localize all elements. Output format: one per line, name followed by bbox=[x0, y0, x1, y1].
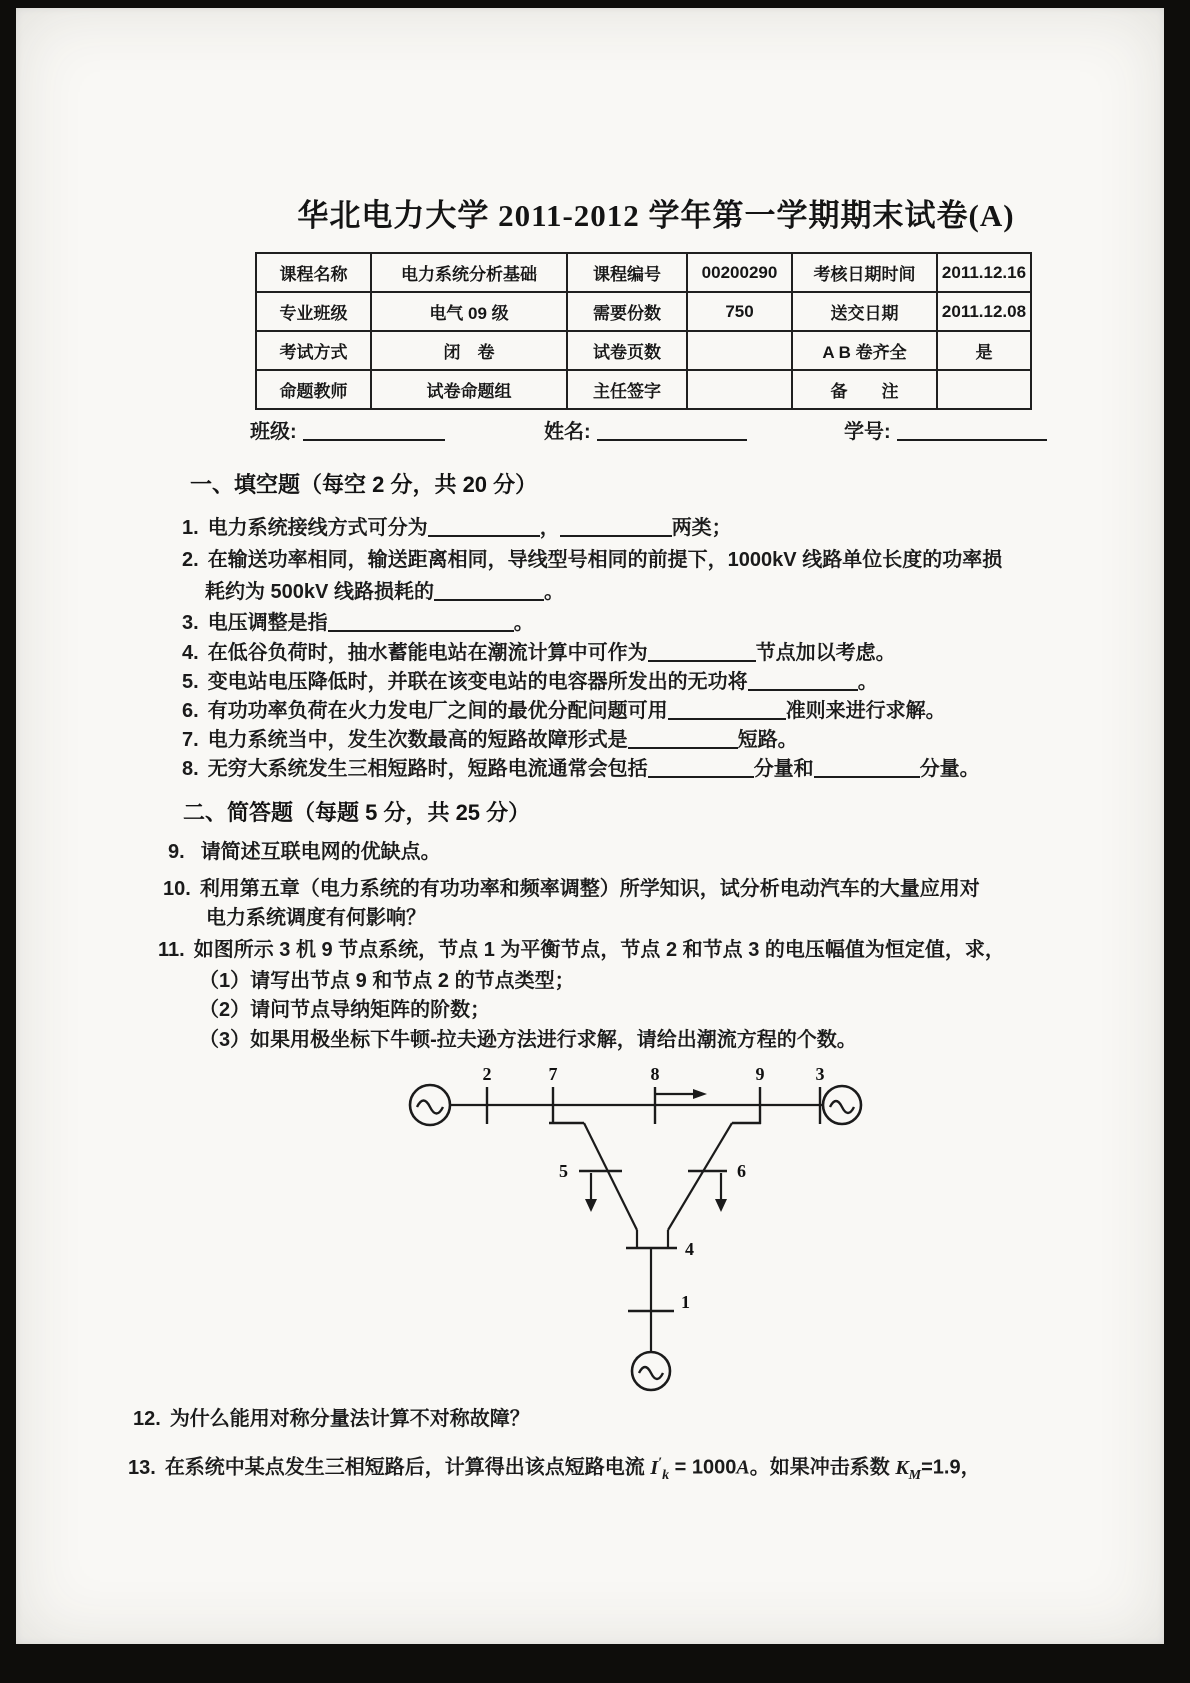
question-7 bbox=[182, 727, 798, 754]
cell-copies-label: 需要份数 bbox=[567, 292, 687, 331]
question-text bbox=[208, 642, 896, 664]
cell-exam-date-value: 2011.12.16 bbox=[937, 253, 1031, 292]
question-5 bbox=[182, 669, 878, 696]
question-text bbox=[201, 841, 441, 863]
fill-in-blank bbox=[434, 582, 544, 601]
question-text bbox=[208, 729, 798, 751]
name-field bbox=[544, 415, 747, 444]
question-text bbox=[199, 999, 490, 1021]
text-run: 请简述互联电网的优缺点。 bbox=[200, 841, 441, 863]
question-11-sub-1 bbox=[199, 968, 575, 995]
question-9 bbox=[168, 839, 441, 866]
cell-director-sign-label: 主任签字 bbox=[567, 370, 687, 409]
class-blank bbox=[303, 421, 445, 441]
question-text bbox=[199, 1029, 857, 1051]
text-run: 电力系统调度有何影响？ bbox=[206, 907, 426, 929]
question-text bbox=[208, 612, 534, 634]
question-text bbox=[206, 907, 426, 929]
student-id-blank bbox=[897, 421, 1047, 441]
table-row bbox=[256, 253, 1031, 292]
text-run: 准则来进行求解。 bbox=[785, 700, 946, 722]
fill-in-blank bbox=[648, 643, 756, 662]
text-run: ， bbox=[539, 517, 560, 539]
question-3 bbox=[182, 610, 534, 637]
question-10-line-2 bbox=[206, 905, 426, 932]
text-run: 变电站电压降低时，并联在该变电站的电容器所发出的无功将 bbox=[207, 671, 748, 693]
question-text bbox=[208, 700, 946, 722]
question-11-sub-2 bbox=[199, 997, 490, 1024]
text-run: 节点加以考虑。 bbox=[755, 642, 896, 664]
ac-wave-icon bbox=[830, 1101, 854, 1113]
question-number: 8. bbox=[182, 758, 199, 780]
text-run: 分量和 bbox=[753, 758, 814, 780]
math-symbol: $I'_k$ bbox=[650, 1455, 670, 1483]
fill-in-blank bbox=[428, 518, 540, 537]
text-run: 。 bbox=[543, 581, 564, 603]
scanned-exam-page bbox=[16, 8, 1164, 1644]
cell-course-code-value: 00200290 bbox=[687, 253, 792, 292]
cell-teacher-value: 试卷命题组 bbox=[371, 370, 567, 409]
fill-in-blank bbox=[628, 730, 738, 749]
question-text bbox=[208, 517, 732, 539]
student-id-field bbox=[844, 415, 1047, 444]
class-field bbox=[250, 415, 445, 444]
question-text bbox=[164, 1455, 981, 1483]
text-run: 利用第五章（电力系统的有功功率和频率调整）所学知识，试分析电动汽车的大量应用对 bbox=[199, 878, 980, 900]
table-row bbox=[256, 370, 1031, 409]
question-1 bbox=[182, 515, 732, 542]
question-13 bbox=[128, 1449, 981, 1489]
cell-ab-complete-value: 是 bbox=[937, 331, 1031, 370]
cell-course-name-value: 电力系统分析基础 bbox=[371, 253, 567, 292]
question-10-line-1 bbox=[163, 876, 980, 903]
text-run: 。 bbox=[513, 612, 534, 634]
section-1-heading: 一、填空题（每空 2 分，共 20 分） bbox=[190, 472, 538, 497]
student-id-label: 学号: bbox=[844, 421, 891, 443]
bus-3-label: 3 bbox=[815, 1064, 825, 1084]
exam-title: 华北电力大学 2011-2012 学年第一学期期末试卷(A) bbox=[297, 198, 1015, 233]
text-run: 电力系统当中，发生次数最高的短路故障形式是 bbox=[207, 729, 628, 751]
fill-in-blank bbox=[328, 613, 514, 632]
question-text bbox=[208, 758, 980, 780]
text-run: 为什么能用对称分量法计算不对称故障？ bbox=[169, 1408, 530, 1430]
power-system-diagram bbox=[370, 1050, 870, 1395]
question-number: 11. bbox=[158, 939, 185, 961]
cell-submit-date-value: 2011.12.08 bbox=[937, 292, 1031, 331]
text-run: 耗约为 500kV 线路损耗的 bbox=[205, 581, 434, 603]
bus-8-label: 8 bbox=[650, 1064, 660, 1084]
question-text bbox=[170, 1408, 530, 1430]
question-number: 13. bbox=[128, 1456, 156, 1479]
cell-exam-date-label: 考核日期时间 bbox=[792, 253, 937, 292]
text-run: 电力系统接线方式可分为 bbox=[207, 517, 428, 539]
ac-wave-icon bbox=[417, 1101, 443, 1114]
bus-6-label: 6 bbox=[737, 1161, 746, 1181]
cell-teacher-label: 命题教师 bbox=[256, 370, 371, 409]
text-run: 在系统中某点发生三相短路后，计算得出该点短路电流 bbox=[164, 1456, 651, 1479]
fill-in-blank bbox=[668, 701, 786, 720]
section-2-heading: 二、简答题（每题 5 分，共 25 分） bbox=[183, 800, 531, 825]
text-run: 。如果冲击系数 bbox=[749, 1456, 896, 1479]
cell-course-name-label: 课程名称 bbox=[256, 253, 371, 292]
math-symbol: A bbox=[736, 1456, 750, 1479]
text-run: 分量。 bbox=[919, 758, 980, 780]
question-4 bbox=[182, 640, 896, 667]
text-run: = 1000 bbox=[669, 1456, 737, 1479]
text-run: =1.9， bbox=[921, 1456, 981, 1479]
table-row bbox=[256, 292, 1031, 331]
load-8-arrowhead bbox=[693, 1089, 707, 1099]
question-number: 12. bbox=[133, 1408, 161, 1430]
bus-7-label: 7 bbox=[548, 1064, 558, 1084]
fill-in-blank bbox=[748, 672, 858, 691]
question-12 bbox=[133, 1406, 530, 1433]
cell-remark-label: 备 注 bbox=[792, 370, 937, 409]
question-number: 2. bbox=[182, 549, 199, 571]
text-run: 两类； bbox=[671, 517, 732, 539]
cell-director-sign-value bbox=[687, 370, 792, 409]
cell-ab-complete-label: A B 卷齐全 bbox=[792, 331, 937, 370]
question-text bbox=[208, 549, 1003, 571]
question-text bbox=[200, 878, 980, 900]
bus-2-label: 2 bbox=[482, 1064, 492, 1084]
question-8 bbox=[182, 756, 980, 783]
name-blank bbox=[597, 421, 747, 441]
text-run: 如图所示 3 机 9 节点系统，节点 1 为平衡节点，节点 2 和节点 3 的电压幅值为恒定值，求， bbox=[193, 939, 1005, 961]
cell-major-class-value: 电气 09 级 bbox=[371, 292, 567, 331]
cell-exam-mode-label: 考试方式 bbox=[256, 331, 371, 370]
question-number: 4. bbox=[182, 642, 199, 664]
cell-pages-value bbox=[687, 331, 792, 370]
question-2-line-1 bbox=[182, 547, 1002, 574]
question-text bbox=[205, 581, 564, 603]
text-run: 有功功率负荷在火力发电厂之间的最优分配问题可用 bbox=[207, 700, 668, 722]
load-6-arrowhead bbox=[715, 1199, 727, 1212]
text-run: 电压调整是指 bbox=[207, 612, 328, 634]
fill-in-blank bbox=[560, 518, 672, 537]
fill-in-blank bbox=[814, 759, 920, 778]
exam-info-table bbox=[255, 252, 1032, 410]
ac-wave-icon bbox=[639, 1367, 663, 1379]
text-run: 短路。 bbox=[737, 729, 798, 751]
cell-submit-date-label: 送交日期 bbox=[792, 292, 937, 331]
text-run: （1）请写出节点 9 和节点 2 的节点类型； bbox=[199, 970, 575, 992]
table-row bbox=[256, 331, 1031, 370]
bus-5-label: 5 bbox=[559, 1161, 568, 1181]
text-run: 在输送功率相同，输送距离相同，导线型号相同的前提下，1000kV 线路单位长度的功率损 bbox=[207, 549, 1003, 571]
question-text bbox=[194, 939, 1005, 961]
question-number: 10. bbox=[163, 878, 191, 900]
text-run: （2）请问节点导纳矩阵的阶数； bbox=[199, 999, 491, 1021]
cell-exam-mode-value: 闭 卷 bbox=[371, 331, 567, 370]
question-number: 5. bbox=[182, 671, 199, 693]
text-run: （3）如果用极坐标下牛顿-拉夫逊方法进行求解，请给出潮流方程的个数。 bbox=[199, 1029, 857, 1051]
bus-4-label: 4 bbox=[685, 1239, 694, 1259]
math-symbol: $K_M$ bbox=[895, 1456, 922, 1483]
cell-pages-label: 试卷页数 bbox=[567, 331, 687, 370]
question-text bbox=[199, 970, 575, 992]
cell-course-code-label: 课程编号 bbox=[567, 253, 687, 292]
load-5-arrowhead bbox=[585, 1199, 597, 1212]
question-number: 7. bbox=[182, 729, 199, 751]
text-run: 无穷大系统发生三相短路时，短路电流通常会包括 bbox=[207, 758, 648, 780]
question-number: 6. bbox=[182, 700, 199, 722]
bus-9-label: 9 bbox=[755, 1064, 765, 1084]
question-number: 1. bbox=[182, 517, 199, 539]
question-number: 9. bbox=[168, 841, 185, 863]
question-text bbox=[208, 671, 878, 693]
question-number: 3. bbox=[182, 612, 199, 634]
cell-copies-value: 750 bbox=[687, 292, 792, 331]
text-run: 。 bbox=[857, 671, 878, 693]
cell-remark-value bbox=[937, 370, 1031, 409]
question-11 bbox=[158, 937, 1005, 964]
class-label: 班级: bbox=[250, 421, 297, 443]
fill-in-blank bbox=[648, 759, 754, 778]
question-2-line-2 bbox=[205, 579, 564, 606]
question-6 bbox=[182, 698, 946, 725]
name-label: 姓名: bbox=[544, 421, 591, 443]
line-9-4 bbox=[668, 1123, 732, 1230]
bus-1-label: 1 bbox=[681, 1292, 690, 1312]
cell-major-class-label: 专业班级 bbox=[256, 292, 371, 331]
text-run: 在低谷负荷时，抽水蓄能电站在潮流计算中可作为 bbox=[207, 642, 648, 664]
